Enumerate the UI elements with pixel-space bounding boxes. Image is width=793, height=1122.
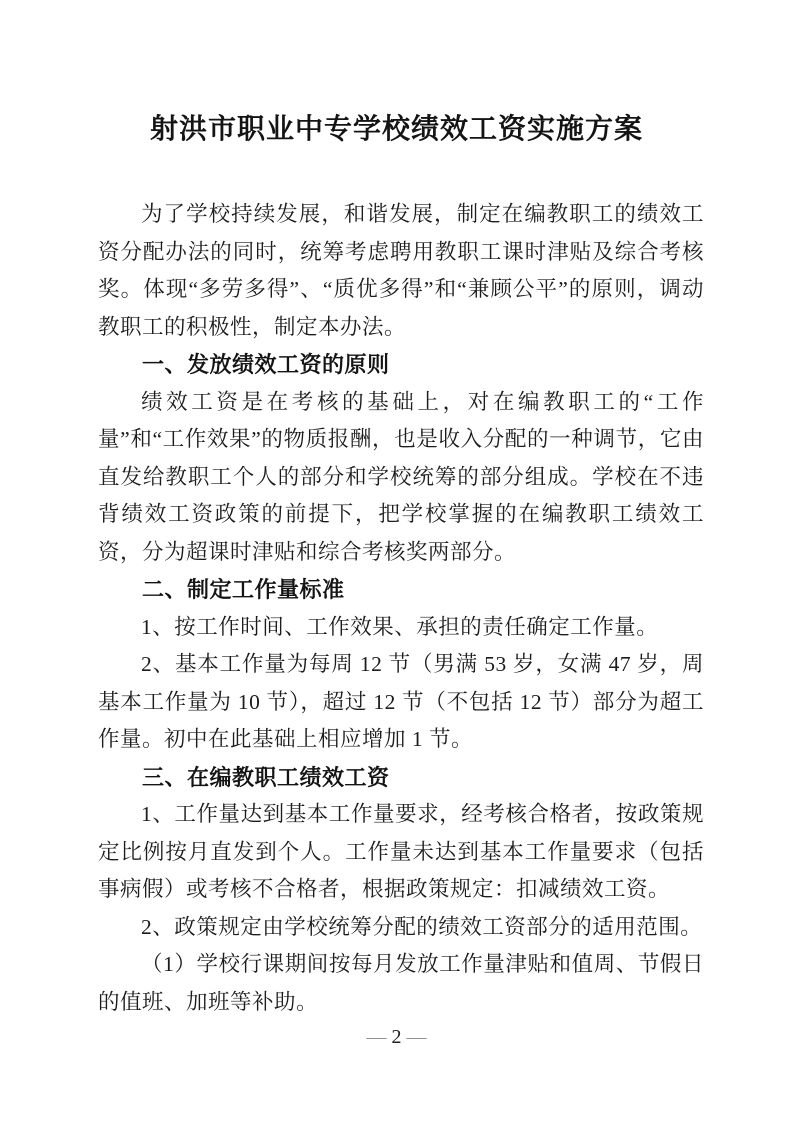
document-body (0, 196, 793, 1021)
paragraph-section3-item2: 2、政策规定由学校统筹分配的绩效工资部分的适用范围。 (141, 914, 703, 939)
paragraph-section2-item1: 1、按工作时间、工作效果、承担的责任确定工作量。 (141, 614, 659, 639)
page-footer (0, 1022, 793, 1052)
page-number-dash-left: — (366, 1026, 387, 1048)
section-heading-3: 三、在编教职工绩效工资 (142, 764, 390, 790)
document-title: 射洪市职业中专学校绩效工资实施方案 (149, 113, 643, 144)
paragraph-preamble: 为了学校持续发展，和谐发展，制定在编教职工的绩效工资分配办法的同时，统筹考虑聘用教职工课时津贴及综合考核奖。体现“多劳多得”、“质优多得”和“兼顾公平”的原则，调动教职工的积极性，制定本办法。 (98, 202, 704, 339)
page-number-dash-right: — (406, 1026, 427, 1048)
paragraph-section3-subitem1: （1）学校行课期间按每月发放工作量津贴和值周、节假日的值班、加班等补助。 (98, 952, 704, 1014)
paragraph-section1-body: 绩效工资是在考核的基础上，对在编教职工的“工作量”和“工作效果”的物质报酬，也是收入分配的一种调节，它由直发给教职工个人的部分和学校统筹的部分组成。学校在不违背绩效工资政策的前提下，把学校掌握的在编教职工绩效工资，分为超课时津贴和综合考核奖两部分。 (98, 389, 704, 564)
paragraph-section2-item2: 2、基本工作量为每周 12 节（男满 53 岁，女满 47 岁，周基本工作量为 10 节），超过 12 节（不包括 12 节）部分为超工作量。初中在此基础上相应增加 1 节。 (98, 652, 704, 751)
paragraph-section3-item1: 1、工作量达到基本工作量要求，经考核合格者，按政策规定比例按月直发到个人。工作量未达到基本工作量要求（包括事病假）或考核不合格者，根据政策规定：扣减绩效工资。 (98, 802, 704, 901)
page-number: 2 (391, 1026, 402, 1048)
section-heading-1: 一、发放绩效工资的原则 (142, 352, 390, 377)
section-heading-2: 二、制定工作量标准 (142, 577, 345, 602)
